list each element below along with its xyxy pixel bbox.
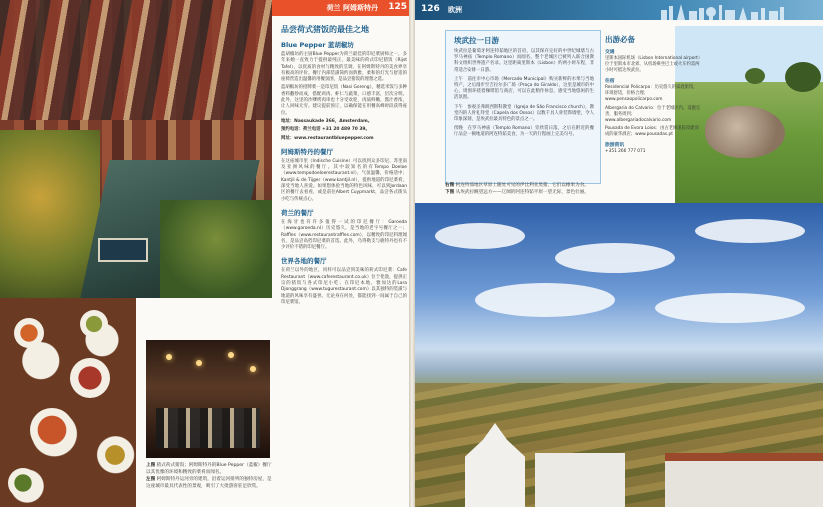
canal-houses: [0, 0, 272, 120]
restaurant-heading: Blue Pepper 蓝胡椒坊: [281, 41, 354, 49]
right-page-header: [415, 0, 823, 20]
lamp: [166, 354, 172, 360]
lamp: [250, 366, 256, 372]
day-trip-box: [445, 30, 601, 184]
essentials-subheading: 旅游资讯: [605, 143, 625, 149]
lamp: [228, 352, 234, 358]
rijsttafel-food-photo: [0, 298, 136, 507]
cloud: [435, 223, 525, 249]
body-paragraph: 埃武拉是葡萄牙阿连特茹地区的首府，以其保存完好的中世纪城墙与古罗马神庙（Templo Romano）而闻名，整个老城区已被列入联合国教科文组织世界遗产名录。这里距离里斯本（Lisbon）约两小时车程，非常适合安排一日游。: [454, 49, 594, 73]
website: 网址：www.restaurantbluepepper.com: [281, 135, 374, 141]
section-heading: 世界各地的餐厅: [281, 257, 327, 266]
dish: [80, 310, 108, 338]
caption-text: 从埃武拉眺望远方——辽阔的阿连特茹平原一望无际，景色壮丽。: [455, 190, 589, 195]
caption-text: 阿连特茹地区草原上随处可见的伊比利亚黑猪，它们以橡果为食。: [455, 183, 589, 188]
pig: [705, 106, 785, 158]
page-number: 125: [388, 2, 407, 12]
essentials-text: 里斯本国际机场（Lisbon International airport）位于里斯本市北郊，从机场乘坐巴士或火车约需两小时可抵达埃武拉。: [605, 56, 700, 74]
essentials-text: Residencial Policarpo：历史悠久的家庭旅馆，环境舒适，价格合理；www.pensaopolicarpo.com: [605, 85, 698, 103]
right-captions: [445, 182, 671, 196]
dish: [30, 408, 74, 452]
diners: [156, 408, 260, 448]
body-paragraph: 上午 前往市中心市场（Mercado Municipal）购买新鲜的水果与当地特产，之后漫步至吉拉尔多广场（Praça do Giraldo），这里是城市的中心，周围环绕着咖啡馆与商店，可以在此稍作休息，感受当地悠闲的生活氛围。: [454, 76, 594, 101]
left-page: [0, 0, 411, 507]
evora-landscape-photo: [415, 203, 823, 507]
caption-label: 右图: [445, 183, 455, 188]
essentials-subheading: 住宿: [605, 79, 615, 85]
green-trees: [160, 200, 272, 298]
body-paragraph: 在这座城市里（Indische Cuisine）可以找到众多印尼、苏里南及亚洲风味的餐厅。其中较知名的有Tempo Doeloe（www.tempodoeloerestaurant.nl），气氛温馨，价格适中；Kantjil & de Tijger（www.kantjil.nl），提供地道的印尼菜肴，深受当地人喜爱。如果想体验当地的特色风味，可以到Jordaan区的餐厅去看看，或是前往Albert Cuypmarkt，品尝各式街头小吃与传统点心。: [281, 158, 407, 202]
cloud: [655, 293, 805, 323]
body-paragraph: 蓝胡椒坊的招牌菜一是印尼饭（Nasi Goreng），精选米饭与多种香料翻炒而成，搭配鸡肉、虾仁与蔬菜，口感丰富，层次分明。此外，这里的沙嗲烤肉串也十分受欢迎，肉质鲜嫩，酱汁香浓，让人回味无穷。建议提前预订，以确保能在用餐高峰时段获得座位。: [281, 85, 407, 116]
essentials-text: +351 266 777 071: [605, 149, 646, 155]
white-house: [665, 461, 823, 507]
canal-photo: [0, 0, 272, 298]
cloud: [695, 219, 805, 243]
caption-label: 下图: [445, 190, 455, 195]
cork-oak-tree: [745, 68, 765, 84]
canal-boat: [98, 238, 148, 262]
body-paragraph: 在荷兰以外的地区，同样可以品尝到美味的荷式印尼菜：Cafe Restaurant（www.caferestaurant.co.uk）位于伦敦，提供正宗的猪饭与各式印尼小吃；在印尼本地，雅加达的Lara Djonggrang（www.tugurestaurant.com）以其独特的装潢与地道的风味享有盛誉。无论身在何处，都能找到一间属于自己的印尼菜馆。: [281, 268, 407, 305]
dish: [14, 318, 44, 348]
skyline-icon: [659, 2, 789, 20]
essentials-column: [605, 30, 701, 157]
left-article-column: [281, 24, 407, 308]
lamp: [196, 360, 202, 366]
cloud: [555, 243, 675, 273]
essentials-text: Albergaria do Calvario：位于老城区内，设施完善，服务周到；www.albergariadocalvario.com: [605, 105, 701, 123]
church-building: [535, 453, 625, 507]
essentials-text: Pousada de Evora Loios：由古老修道院改建而成的豪华酒店；www.pousadas.pt: [605, 125, 699, 137]
body-paragraph: 傍晚 在罗马神庙（Templo Romano）旁欣赏日落，之后在附近的餐厅品尝一顿地道的阿连特茹美食，为一天的行程画上完美句号。: [454, 126, 594, 138]
cloud: [475, 283, 615, 317]
section-heading: 阿姆斯特丹的餐厅: [281, 147, 333, 156]
body-paragraph: 下午 参观圣弗朗西斯科教堂（Igreja de São Francisco church），教堂内的人骨礼拜堂（Capela dos Ossos）以数千具人骨装饰墙壁，令人印象深刻，是埃武拉最具特色的景点之一。: [454, 104, 594, 123]
running-header-title: 荷兰 阿姆斯特丹: [326, 4, 378, 12]
caption-text: 猪式荷式猪饭；阿姆斯特丹的Blue Pepper（蓝椒）餐厅以其优雅的环境和精致的菜肴而闻名。: [146, 463, 272, 475]
dish: [8, 468, 38, 498]
page-number: 126: [421, 4, 440, 14]
day-trip-title: 埃武拉一日游: [454, 36, 499, 45]
cork-oak-tree: [785, 62, 821, 92]
restaurant-interior-photo: [146, 340, 270, 458]
dish: [98, 438, 132, 472]
caption-text: 阿姆斯特丹运河旁的建筑，沿着运河排列的独特房屋，是这座城市最具代表性的景观，吸引了大批游客驻足欣赏。: [146, 477, 272, 489]
body-paragraph: 在海牙也有许多值得一试的印尼餐厅：Garoeda（www.garoeda.nl）历史悠久，是当地的老字号餐厅之一；Raffles（www.restaurantraffles.com），以精致的印尼料理闻名，是品尝高档印尼菜的首选。此外，乌得勒支与鹿特丹也有不少评价不错的印尼餐厅。: [281, 219, 407, 251]
right-page: [415, 0, 823, 507]
essentials-title: 出游必备: [605, 35, 635, 44]
address: 地址：Nassaukade 366，Amsterdam。: [281, 118, 373, 124]
essentials-subheading: 交通: [605, 50, 615, 55]
section-heading: 荷兰的餐厅: [281, 208, 314, 217]
caption-label: 上图: [146, 463, 156, 468]
section-heading: 品尝荷式猪饭的最佳之地: [281, 25, 369, 34]
caption-label: 左图: [146, 477, 156, 482]
dish: [70, 358, 110, 398]
running-header-title: 欧洲: [448, 6, 462, 14]
left-page-header: [272, 0, 411, 16]
left-captions: [146, 462, 274, 490]
body-paragraph: 蓝胡椒坊的主厨Blue Pepper为荷兰最佳的印尼菜厨师之一，多年来她一直致力于提供最纯正、最美味的荷式印尼猪饭（Rijst Tafel），以优质的食材与精致的烹调，在阿姆斯特丹的美食界享有极高的评价。餐厅内部装潢简约而典雅，柔和的灯光与舒适的座椅营造出温馨的用餐氛围，是品尝猪饭的理想之选。: [281, 52, 407, 83]
phone: 预约电话：荷兰电话 +31 20 489 70 39。: [281, 127, 370, 133]
